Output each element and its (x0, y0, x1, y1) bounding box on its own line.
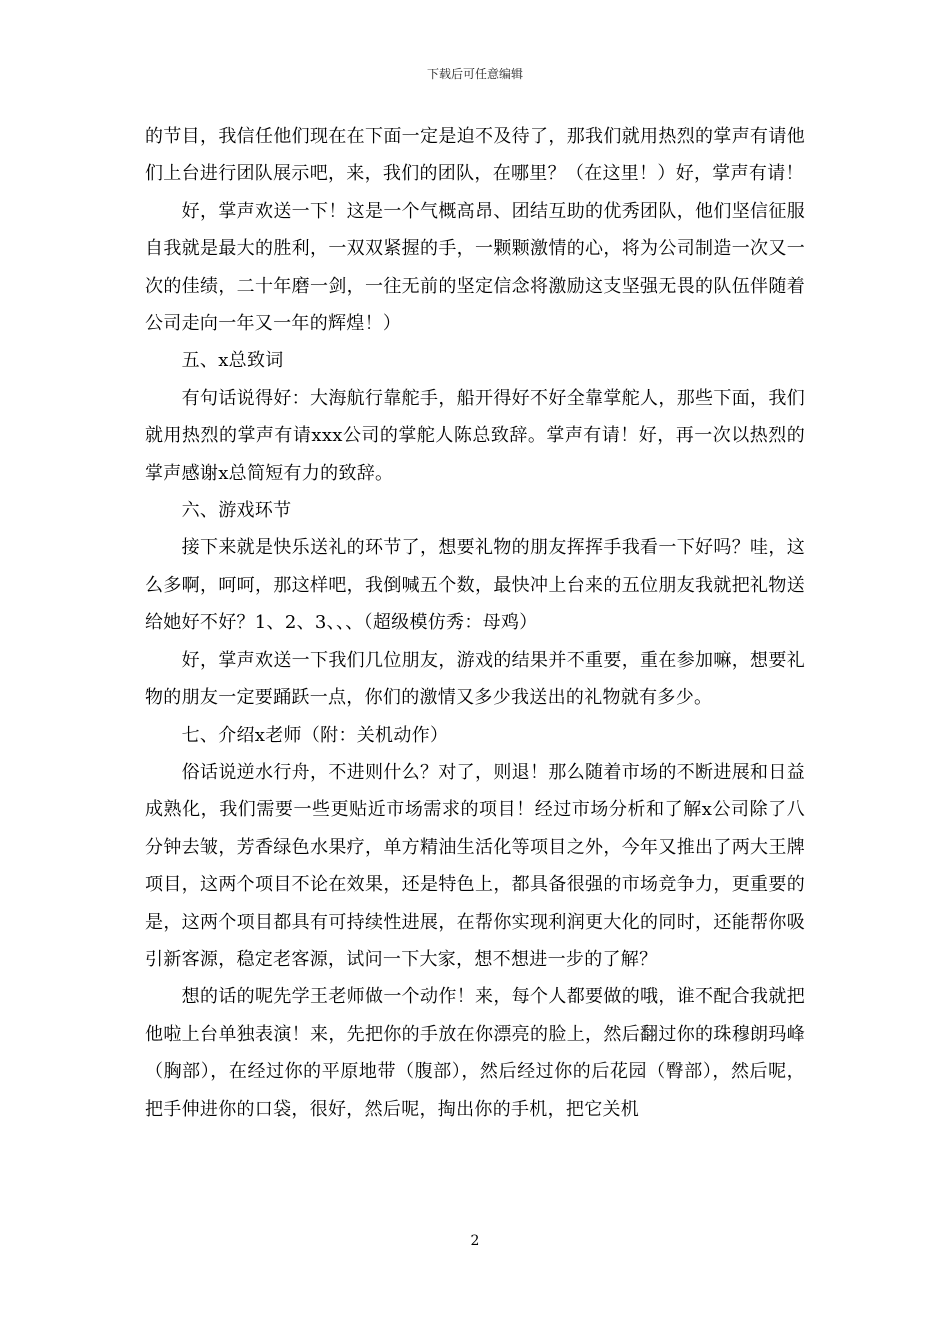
section-heading-speech: 五、x总致词 (145, 350, 284, 372)
paragraph-game-gifts: 接下来就是快乐送礼的环节了，想要礼物的朋友挥挥手我看一下好吗？哇，这么多啊，呵呵，那这样吧，我倒喊五个数，最快冲上台来的五位朋友我就把礼物送给她好不好？1、2、3、、、（超级模仿秀：母鸡） (145, 537, 805, 634)
paragraph-market-projects: 俗话说逆水行舟，不进则什么？对了，则退！那么随着市场的不断进展和日益成熟化，我们需要一些更贴近市场需求的项目！经过市场分析和了解x公司除了八分钟去皱，芳香绿色水果疗，单方精油生活化等项目之外，今年又推出了两大王牌项目，这两个项目不论在效果，还是特色上，都具备很强的市场竞争力，更重要的是，这两个项目都具有可持续性进展，在帮你实现利润更大化的同时，还能帮你吸引新客源，稳定老客源，试问一下大家，想不想进一步的了解？ (145, 761, 805, 970)
section-heading-game: 六、游戏环节 (145, 500, 292, 522)
paragraph-speech: 有句话说得好：大海航行靠舵手，船开得好不好全靠掌舵人，那些下面，我们就用热烈的掌声有请xxx公司的掌舵人陈总致辞。掌声有请！好，再一次以热烈的掌声感谢x总简短有力的致辞。 (145, 387, 805, 484)
paragraph-phone-off-action: 想的话的呢先学王老师做一个动作！来，每个人都要做的哦，谁不配合我就把他啦上台单独表演！来，先把你的手放在你漂亮的脸上，然后翻过你的珠穆朗玛峰（胸部），在经过你的平原地带（腹部），然后经过你的后花园（臀部），然后呢，把手伸进你的口袋，很好，然后呢，掏出你的手机，把它关机 (145, 986, 805, 1120)
paragraph-team-praise: 好，掌声欢送一下！这是一个气概高昂、团结互助的优秀团队，他们坚信征服自我就是最大的胜利，一双双紧握的手，一颗颗激情的心，将为公司制造一次又一次的佳绩，二十年磨一剑，一往无前的坚定信念将激励这支坚强无畏的队伍伴随着公司走向一年又一年的辉煌！） (145, 200, 805, 335)
page-header: 下载后可任意编辑 (426, 67, 523, 81)
document-body (145, 118, 805, 1128)
paragraph-game-end: 好，掌声欢送一下我们几位朋友，游戏的结果并不重要，重在参加嘛，想要礼物的朋友一定要踊跃一点，你们的激情又多少我送出的礼物就有多少。 (145, 649, 805, 709)
page-number: 2 (470, 1233, 480, 1249)
section-heading-teacher: 七、介绍x老师（附：关机动作） (145, 724, 449, 746)
paragraph-team-intro-end: 的节目，我信任他们现在在下面一定是迫不及待了，那我们就用热烈的掌声有请他们上台进行团队展示吧，来，我们的团队，在哪里？（在这里！）好，掌声有请！ (145, 126, 805, 185)
